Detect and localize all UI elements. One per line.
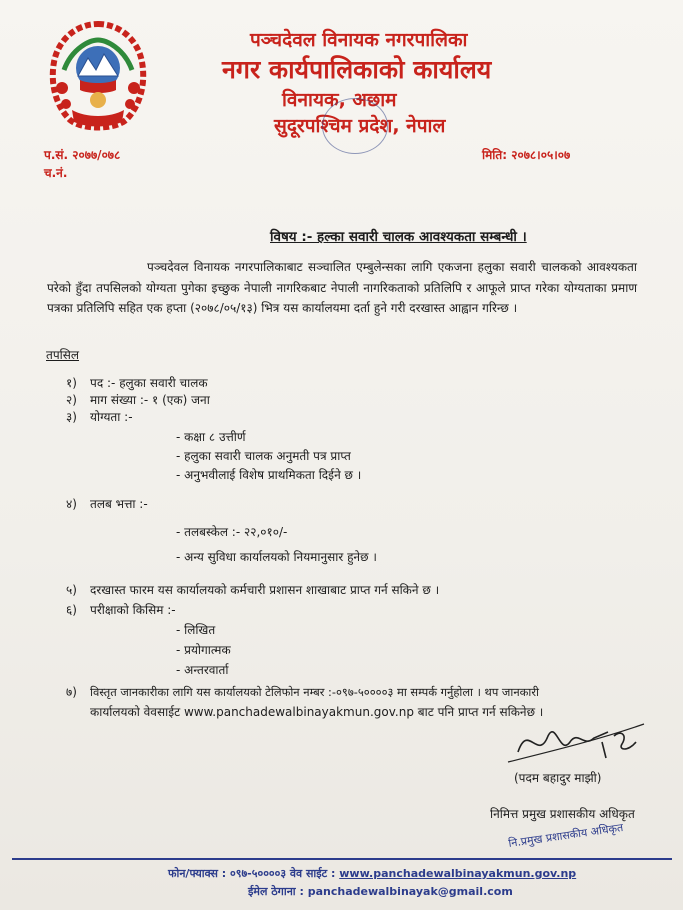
item-exam-type: परीक्षाको किसिम :- <box>90 603 176 617</box>
footer-phone-label: फोन/फ्याक्स : ०९७-५००००३ वेव साईट : <box>168 867 340 880</box>
item-post: पद :- हलुका सवारी चालक <box>90 376 208 390</box>
footer-divider <box>12 858 672 860</box>
item-number-3: ३) <box>66 410 77 424</box>
exam-written: - लिखित <box>176 623 216 637</box>
item-qualification: योग्यता :- <box>90 410 133 424</box>
salary-scale: - तलबस्केल :- २२,०१०/- <box>176 525 288 539</box>
footer-email <box>248 884 513 899</box>
email-address[interactable]: panchadewalbinayak@gmail.com <box>307 885 513 898</box>
letter-date: मिति: २०७८।०५।०७ <box>482 148 571 162</box>
signature-icon <box>498 712 648 772</box>
dispatch-number: च.नं. <box>44 166 68 180</box>
qualification-1: - कक्षा ८ उत्तीर्ण <box>176 430 246 444</box>
item-number-4: ४) <box>66 497 77 511</box>
item-number-5: ५) <box>66 583 77 597</box>
nepal-emblem-icon <box>42 18 154 136</box>
other-facilities: - अन्य सुविधा कार्यालयको नियमानुसार हुनेछ । <box>176 550 377 564</box>
office-seal-icon <box>322 98 388 154</box>
item-number-2: २) <box>66 393 77 407</box>
intro-paragraph: पञ्चदेवल विनायक नगरपालिकाबाट सञ्चालित एम्बुलेन्सका लागि एकजना हलुका सवारी चालकको आवश्यकता परेको हुँदा तपसिलको योग्यता पुगेका इच्छुक नेपाली नागरिकबाट नेपाली नागरिकताको प्रतिलिपि र आफूले प्राप्त गरेका योग्यताका प्रमाण पत्रका प्रतिलिपि सहित एक हप्ता (२०७८/०५/१३) भित्र यस कार्यालयमा दर्ता हुने गरी दरखास्त आह्वान गरिन्छ । <box>47 260 637 315</box>
item-salary: तलब भत्ता :- <box>90 497 148 511</box>
website-link[interactable]: www.panchadewalbinayakmun.gov.np <box>339 867 577 880</box>
reference-number: प.सं. २०७७/०७८ <box>44 148 121 162</box>
office-location: विनायक, अछाम <box>282 89 397 111</box>
municipality-name: पञ्चदेवल विनायक नगरपालिका <box>250 29 468 51</box>
item-number-1: १) <box>66 376 77 390</box>
item-number-7: ७) <box>66 685 77 699</box>
signatory-title: निमित्त प्रमुख प्रशासकीय अधिकृत <box>490 807 635 821</box>
item-demand-count: माग संख्या :- १ (एक) जना <box>90 393 210 407</box>
signatory-name: (पदम बहादुर माझी) <box>514 771 602 785</box>
tapsil-heading: तपसिल <box>46 348 80 362</box>
office-province: सुदूरपश्चिम प्रदेश, नेपाल <box>274 115 446 137</box>
item-contact-line2: कार्यालयको वेवसाईट www.panchadewalbinayakmun.gov.np बाट पनि प्राप्त गर्न सकिनेछ । <box>90 705 544 719</box>
office-name: नगर कार्यपालिकाको कार्यालय <box>222 55 492 84</box>
signatory-stamp: नि.प्रमुख प्रशासकीय अधिकृत <box>507 821 624 850</box>
item-contact-line1: विस्तृत जानकारीका लागि यस कार्यालयको टेलिफोन नम्बर :-०९७-५००००३ मा सम्पर्क गर्नुहोला । थप जानकारी <box>90 685 539 699</box>
item-number-6: ६) <box>66 603 77 617</box>
footer-email-label: ईमेल ठेगाना : <box>248 885 308 898</box>
exam-practical: - प्रयोगात्मक <box>176 643 231 657</box>
item-application-form: दरखास्त फारम यस कार्यालयको कर्मचारी प्रशासन शाखाबाट प्राप्त गर्न सकिने छ । <box>90 583 440 597</box>
qualification-3: - अनुभवीलाई विशेष प्राथमिकता दिईने छ । <box>176 468 362 482</box>
exam-interview: - अन्तरवार्ता <box>176 663 229 677</box>
footer-contact <box>168 866 576 881</box>
letter-subject: विषय :- हल्का सवारी चालक आवश्यकता सम्बन्धी । <box>270 229 527 245</box>
qualification-2: - हलुका सवारी चालक अनुमती पत्र प्राप्त <box>176 449 351 463</box>
